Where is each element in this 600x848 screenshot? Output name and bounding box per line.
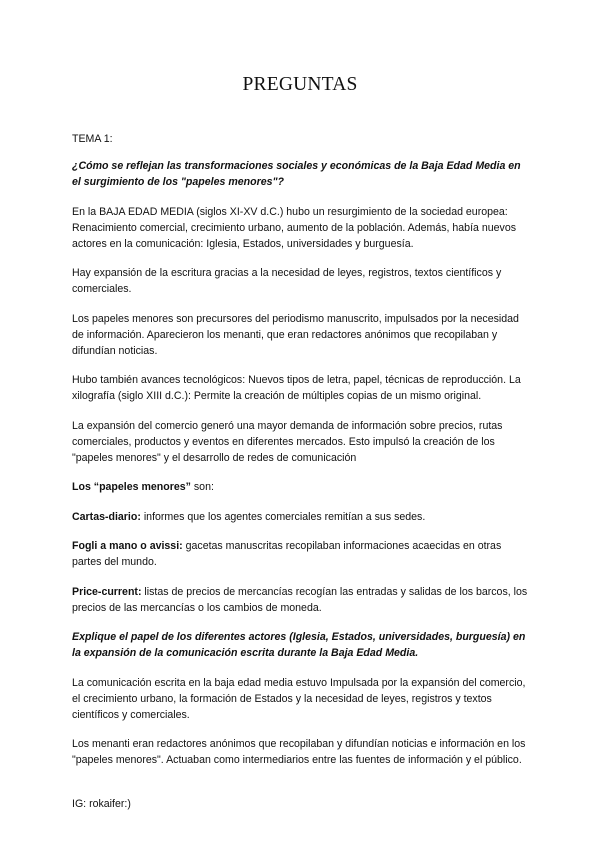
paragraph: La expansión del comercio generó una mayor demanda de información sobre precios, rutas comerciales, productos y eventos en diferentes mercados. Esto impulsó la creación de los "papeles menores" y el desarrollo de redes de comunicación	[72, 419, 503, 464]
definition-item	[72, 509, 532, 525]
paragraph: En la BAJA EDAD MEDIA (siglos XI-XV d.C.) hubo un resurgimiento de la sociedad europea: Renacimiento comercial, crecimiento urbano, aumento de la población. Además, había nuevos actores en la comunicación: Iglesia, Estados, universidades y burguesía.	[72, 205, 517, 250]
paragraph: Los papeles menores son precursores del periodismo manuscrito, impulsados por la necesidad de información. Aparecieron los menanti, que eran redactores anónimos que recopilaban y difundían noticias.	[72, 312, 519, 357]
definition-term: Cartas-diario:	[72, 510, 141, 523]
paragraph: Hubo también avances tecnológicos: Nuevos tipos de letra, papel, técnicas de reproducción. La xilografía (siglo XIII d.C.): Permite la creación de múltiples copias de un mismo original.	[72, 374, 521, 402]
definition-text: gacetas manuscritas recopilaban informaciones acaecidas en otras partes del mundo.	[72, 540, 502, 568]
paragraph: Los menanti eran redactores anónimos que recopilaban y difundían noticias e información en los "papeles menores". Actuaban como intermediarios entre las fuentes de información y el público.	[72, 738, 526, 766]
paragraph: Hay expansión de la escritura gracias a la necesidad de leyes, registros, textos científicos y comerciales.	[72, 267, 502, 295]
definition-item	[72, 538, 532, 570]
footer-note: IG: rokaifer:)	[72, 798, 131, 810]
question-2: Explique el papel de los diferentes actores (Iglesia, Estados, universidades, burguesía) en la expansión de la comunicación escrita durante la Baja Edad Media.	[72, 631, 526, 659]
definition-text: informes que los agentes comerciales remitían a sus sedes.	[140, 510, 426, 523]
definition-text: listas de precios de mercancías recogían las entradas y salidas de los barcos, los precios de las mercancías o los cambios de moneda.	[72, 585, 528, 614]
paragraph: La comunicación escrita en la baja edad media estuvo Impulsada por la expansión del comercio, el crecimiento urbano, la formación de Estados y la necesidad de leyes, registros y textos científicos y comerciales.	[72, 676, 526, 721]
definition-term: Price-current:	[72, 585, 142, 598]
papeles-intro-bold: Los “papeles menores”	[72, 481, 191, 493]
definition-term: Fogli a mano o avissi:	[72, 540, 183, 552]
question-1: ¿Cómo se reflejan las transformaciones sociales y económicas de la Baja Edad Media en el surgimiento de los "papeles menores"?	[72, 160, 521, 188]
document-body	[72, 131, 532, 782]
definition-item	[72, 584, 532, 616]
page-title: PREGUNTAS	[242, 74, 358, 95]
papeles-intro	[72, 479, 532, 495]
section-heading: TEMA 1:	[72, 133, 113, 145]
papeles-intro-rest: son:	[190, 481, 214, 493]
